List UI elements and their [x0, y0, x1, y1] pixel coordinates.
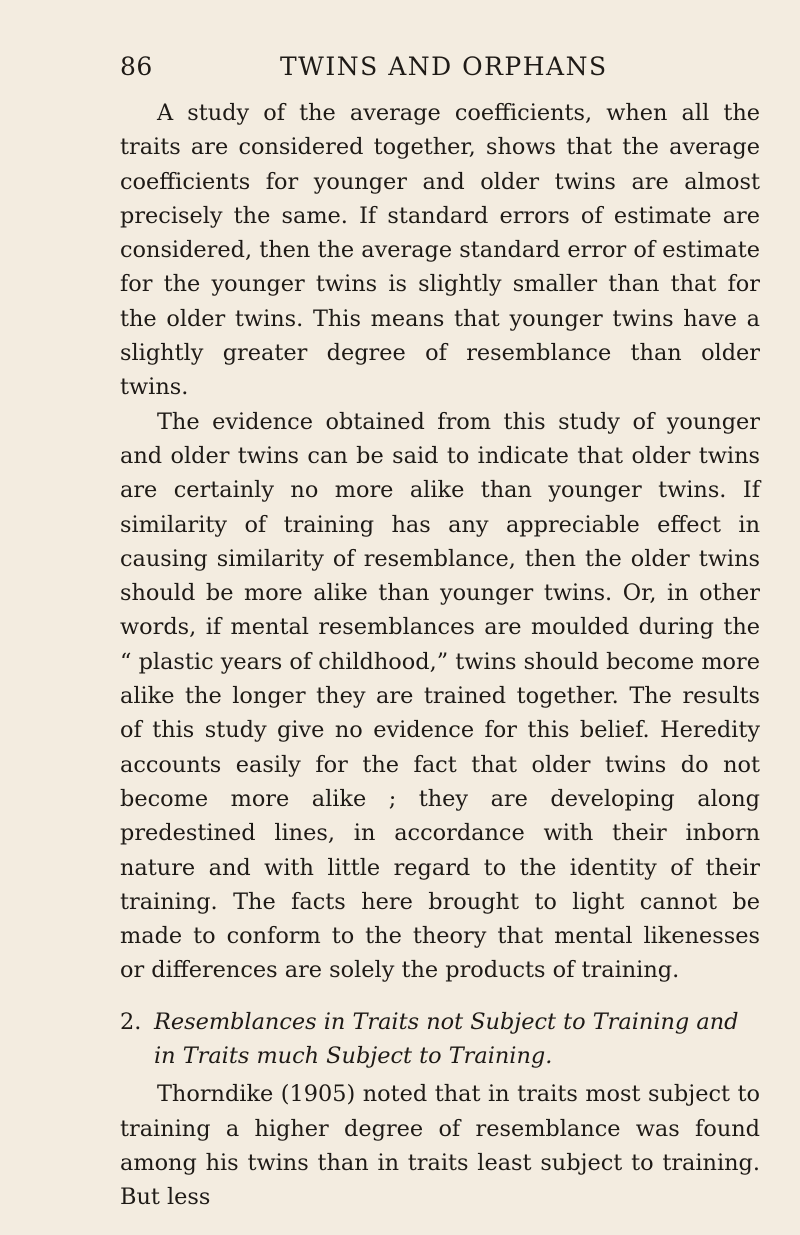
paragraph-average-coefficients: A study of the average coefficients, when all the traits are considered together, shows that the average coefficients for younger and older twins are almost precisely the same. If standard errors of estimate are considered, then the average standard error of estimate for the younger twins is slightly smaller than that for the older twins. This means that younger twins have a slightly greater degree of resemblance than older twins.: [120, 100, 760, 401]
paragraph-evidence-older-twins: The evidence obtained from this study of younger and older twins can be said to indicate that older twins are certainly no more alike than younger twins. If similarity of training has any appreciable effect in causing similarity of resemblance, then the older twins should be more alike than younger twins. Or, in other words, if mental resemblances are moulded during the “ plastic years of childhood,” twins should become more alike the longer they are trained together. The results of this study give no evidence for this belief. Heredity accounts easily for the fact that older twins do not become more alike ; they are developing along predestined lines, in accordance with their inborn nature and with little regard to the identity of their training. The facts here brought to light cannot be made to conform to the theory that mental likenesses or differences are solely the products of training.: [120, 408, 760, 984]
page-number: 86: [120, 52, 153, 81]
running-head-title: TWINS AND ORPHANS: [280, 52, 608, 81]
body-text: [120, 96, 760, 1215]
section-title: Resemblances in Traits not Subject to Training and in Traits much Subject to Training.: [154, 1008, 739, 1070]
paragraph-thorndike: Thorndike (1905) noted that in traits most subject to training a higher degree of resemblance was found among his twins than in traits least subject to training. But less: [120, 1081, 760, 1211]
section-number: 2.: [120, 1008, 142, 1035]
section-heading: [120, 1005, 760, 1074]
running-head: [120, 52, 760, 92]
